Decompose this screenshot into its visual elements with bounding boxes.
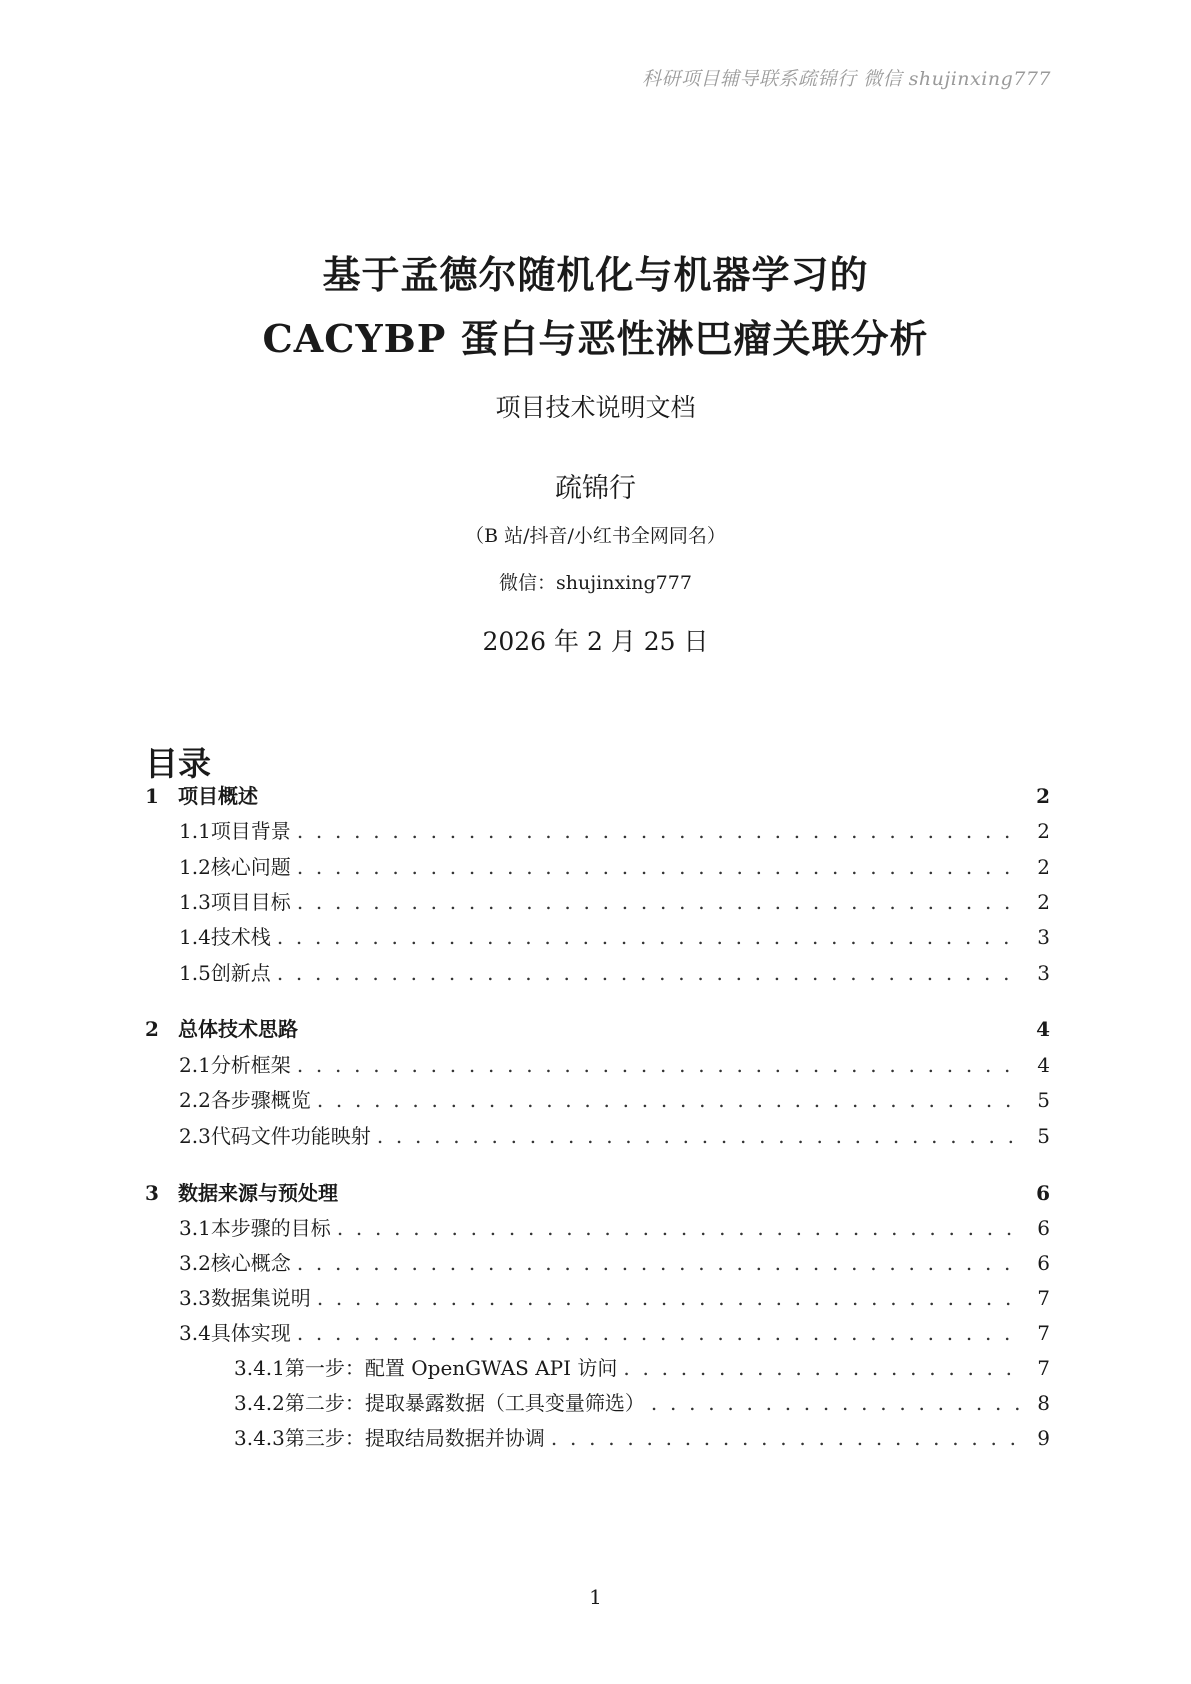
toc-entry-number: 3.4.1 [234, 1356, 285, 1380]
toc-entry-page: 5 [1037, 1088, 1050, 1112]
toc-dot-leader [291, 1251, 1022, 1275]
toc-subsection-entry[interactable] [145, 886, 1050, 916]
toc-subsection-entry[interactable] [145, 1282, 1050, 1312]
toc-entry-label: 项目概述 [178, 784, 258, 808]
toc-dot-leader [271, 925, 1022, 949]
toc-subsection-entry[interactable] [145, 921, 1050, 951]
toc-dot-leader [291, 890, 1022, 914]
toc-entry-label: 总体技术思路 [178, 1017, 298, 1041]
header-note: 科研项目辅导联系疏锦行 微信 shujinxing777 [642, 68, 1051, 90]
toc-entry-page: 2 [1037, 890, 1050, 914]
toc-entry-page: 7 [1037, 1356, 1050, 1380]
toc-entry-label: 第三步：提取结局数据并协调 [284, 1426, 545, 1450]
toc-entry-label: 数据来源与预处理 [178, 1181, 338, 1205]
toc-dot-leader [291, 1053, 1022, 1077]
toc-entry-number: 3.2 [179, 1251, 211, 1275]
toc-subsection-entry[interactable] [145, 1247, 1050, 1277]
toc-entry-page: 3 [1037, 925, 1050, 949]
toc-dot-leader [291, 819, 1022, 843]
toc-entry-number: 3.1 [179, 1216, 211, 1240]
toc-dot-leader [291, 1321, 1022, 1345]
toc-entry-number: 3.4.3 [234, 1426, 285, 1450]
toc-entry-number: 2.1 [179, 1053, 211, 1077]
toc-subsection-entry[interactable] [145, 1120, 1050, 1150]
toc-entry-number: 2.3 [179, 1124, 211, 1148]
toc-entry-number: 3.3 [179, 1286, 211, 1310]
toc-entry-page: 3 [1037, 961, 1050, 985]
toc-entry-page: 4 [1037, 1053, 1050, 1077]
toc-entry-label: 核心问题 [210, 855, 291, 879]
toc-entry-label: 第一步：配置 OpenGWAS API 访问 [284, 1356, 618, 1380]
toc-dot-leader [617, 1356, 1022, 1380]
author-affiliation: （B 站/抖音/小红书全网同名） [465, 525, 726, 547]
toc-entry-page: 2 [1037, 855, 1050, 879]
toc-dot-leader [331, 1216, 1022, 1240]
toc-entry-number: 3.4 [179, 1321, 211, 1345]
toc-entry-page: 7 [1037, 1286, 1050, 1310]
toc-entry-number: 3.4.2 [234, 1391, 285, 1415]
author-wechat: 微信：shujinxing777 [499, 572, 692, 594]
toc-dot-leader [545, 1426, 1022, 1450]
toc-entry-label: 代码文件功能映射 [210, 1124, 371, 1148]
toc-entry-page: 4 [1036, 1017, 1050, 1041]
toc-entry-number: 2 [145, 1017, 159, 1041]
toc-subsection-entry[interactable] [145, 1049, 1050, 1079]
toc-dot-leader [645, 1391, 1022, 1415]
toc-entry-page: 2 [1036, 784, 1050, 808]
toc-entry-page: 2 [1037, 819, 1050, 843]
toc-entry-number: 1.1 [179, 819, 211, 843]
toc-subsection-entry[interactable] [145, 815, 1050, 845]
toc-entry-label: 项目背景 [210, 819, 291, 843]
toc-entry-number: 1.2 [179, 855, 211, 879]
toc-subsection-entry[interactable] [145, 1212, 1050, 1242]
toc-subsection-entry[interactable] [145, 851, 1050, 881]
document-date: 2026 年 2 月 25 日 [482, 627, 709, 656]
toc-entry-page: 6 [1037, 1251, 1050, 1275]
toc-subsection-entry[interactable] [145, 1084, 1050, 1114]
toc-dot-leader [291, 855, 1022, 879]
toc-entry-label: 各步骤概览 [210, 1088, 311, 1112]
toc-entry-label: 第二步：提取暴露数据（工具变量筛选） [284, 1391, 645, 1415]
toc-entry-page: 7 [1037, 1321, 1050, 1345]
toc-subsubsection-entry[interactable] [145, 1352, 1050, 1382]
page-number: 1 [589, 1585, 602, 1609]
toc-dot-leader [271, 961, 1022, 985]
toc-section-entry[interactable] [145, 780, 1050, 810]
toc-entry-number: 1.4 [179, 925, 211, 949]
toc-dot-leader [311, 1088, 1022, 1112]
toc-entry-label: 技术栈 [210, 925, 271, 949]
toc-entry-label: 具体实现 [210, 1321, 291, 1345]
toc-entry-page: 9 [1037, 1426, 1050, 1450]
toc-entry-label: 创新点 [210, 961, 271, 985]
document-title-line1: 基于孟德尔随机化与机器学习的 [322, 252, 869, 297]
toc-entry-page: 6 [1037, 1216, 1050, 1240]
toc-entry-number: 2.2 [179, 1088, 211, 1112]
toc-entry-label: 本步骤的目标 [210, 1216, 331, 1240]
toc-section-entry[interactable] [145, 1177, 1050, 1207]
toc-dot-leader [371, 1124, 1022, 1148]
toc-dot-leader [311, 1286, 1022, 1310]
toc-entry-number: 1.3 [179, 890, 211, 914]
toc-subsubsection-entry[interactable] [145, 1422, 1050, 1452]
document-subtitle: 项目技术说明文档 [495, 393, 696, 422]
toc-entry-number: 1.5 [179, 961, 211, 985]
document-title-line2: CACYBP 蛋白与恶性淋巴瘤关联分析 [262, 316, 929, 361]
toc-heading: 目录 [145, 744, 211, 783]
toc-entry-label: 分析框架 [210, 1053, 291, 1077]
toc-entry-number: 1 [145, 784, 159, 808]
toc-entry-label: 核心概念 [210, 1251, 291, 1275]
toc-entry-label: 项目目标 [210, 890, 291, 914]
toc-entry-page: 6 [1036, 1181, 1050, 1205]
toc-subsubsection-entry[interactable] [145, 1387, 1050, 1417]
author-name: 疏锦行 [555, 473, 636, 504]
toc-subsection-entry[interactable] [145, 957, 1050, 987]
toc-entry-number: 3 [145, 1181, 159, 1205]
toc-entry-label: 数据集说明 [210, 1286, 311, 1310]
toc-entry-page: 8 [1037, 1391, 1050, 1415]
toc-subsection-entry[interactable] [145, 1317, 1050, 1347]
toc-section-entry[interactable] [145, 1013, 1050, 1043]
toc-entry-page: 5 [1037, 1124, 1050, 1148]
